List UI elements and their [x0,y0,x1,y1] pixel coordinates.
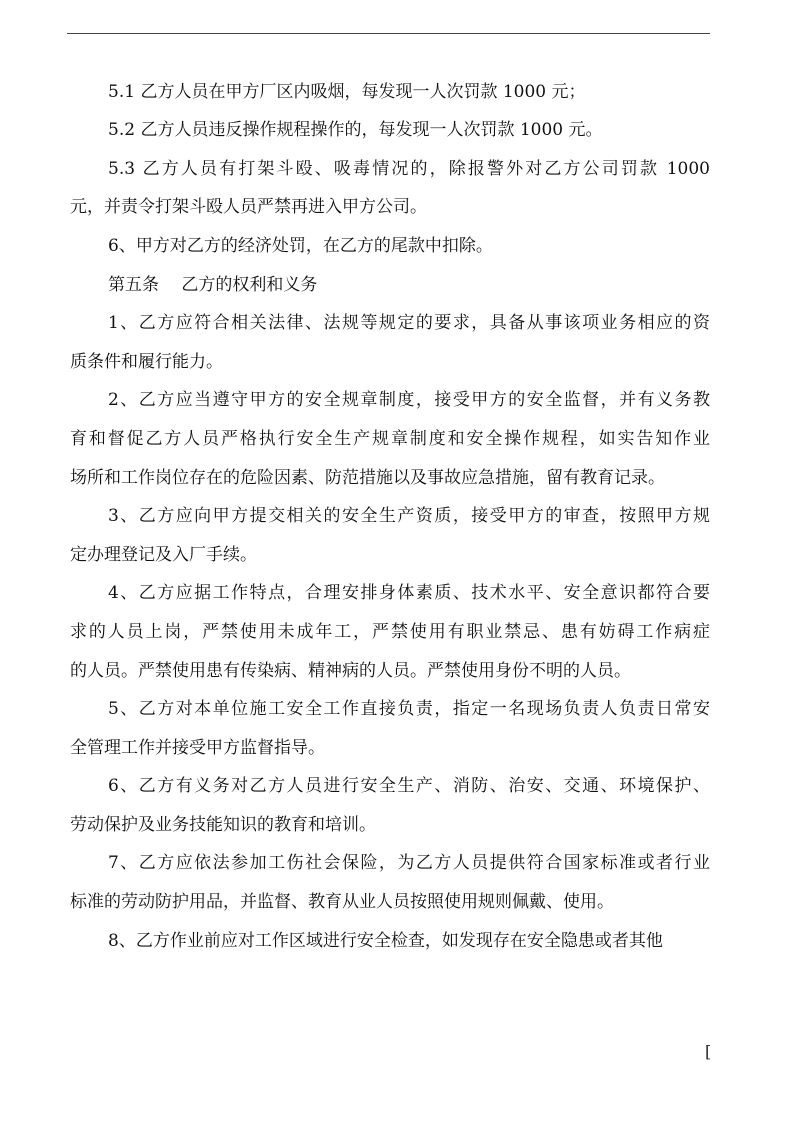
paragraph-line: 定办理登记及入厂手续。 [70,544,257,565]
paragraph-line: 6、乙方有义务对乙方人员进行安全生产、消防、治安、交通、环境保护、 [108,776,710,797]
paragraph-line: 的人员。严禁使用患有传染病、精神病的人员。严禁使用身份不明的人员。 [70,660,631,681]
paragraph-line: 场所和工作岗位存在的危险因素、防范措施以及事故应急措施，留有教育记录。 [70,467,665,488]
paragraph-line: 劳动保护及业务技能知识的教育和培训。 [70,814,376,835]
paragraph-line: 质条件和履行能力。 [70,351,223,372]
paragraph-line: 7、乙方应依法参加工伤社会保险，为乙方人员提供符合国家标准或者行业 [108,853,710,874]
paragraph-line: 8、乙方作业前应对工作区域进行安全检查，如发现存在安全隐患或者其他 [108,930,663,951]
paragraph-line: 元，并责令打架斗殴人员严禁再进入甲方公司。 [70,197,427,218]
paragraph-line: 第五条 乙方的权利和义务 [108,274,318,295]
paragraph-line: 5.2 乙方人员违反操作规程操作的，每发现一人次罚款 1000 元。 [108,120,603,141]
paragraph-line: 5.1 乙方人员在甲方厂区内吸烟，每发现一人次罚款 1000 元； [108,81,586,102]
paragraph-line: 1、乙方应符合相关法律、法规等规定的要求，具备从事该项业务相应的资 [108,313,710,334]
paragraph-line: 2、乙方应当遵守甲方的安全规章制度，接受甲方的安全监督，并有义务教 [108,390,710,411]
paragraph-line: 标准的劳动防护用品，并监督、教育从业人员按照使用规则佩戴、使用。 [70,892,614,913]
paragraph-line: 育和督促乙方人员严格执行安全生产规章制度和安全操作规程，如实告知作业 [70,428,710,449]
paragraph-line: 6、甲方对乙方的经济处罚，在乙方的尾款中扣除。 [108,235,493,256]
document-body [70,34,710,960]
paragraph-line: 4、乙方应据工作特点，合理安排身体素质、技术水平、安全意识都符合要 [108,583,710,604]
paragraph-line: 求的人员上岗，严禁使用未成年工，严禁使用有职业禁忌、患有妨碍工作病症 [70,621,710,642]
paragraph-line: 全管理工作并接受甲方监督指导。 [70,737,325,758]
paragraph-line: 5.3 乙方人员有打架斗殴、吸毒情况的，除报警外对乙方公司罚款 1000 [108,158,710,179]
paragraph-line: 3、乙方应向甲方提交相关的安全生产资质，接受甲方的审查，按照甲方规 [108,506,710,527]
spacer [70,34,710,73]
footer-mark: [ [705,1042,712,1061]
paragraph-line: 5、乙方对本单位施工安全工作直接负责，指定一名现场负责人负责日常安 [108,699,710,720]
